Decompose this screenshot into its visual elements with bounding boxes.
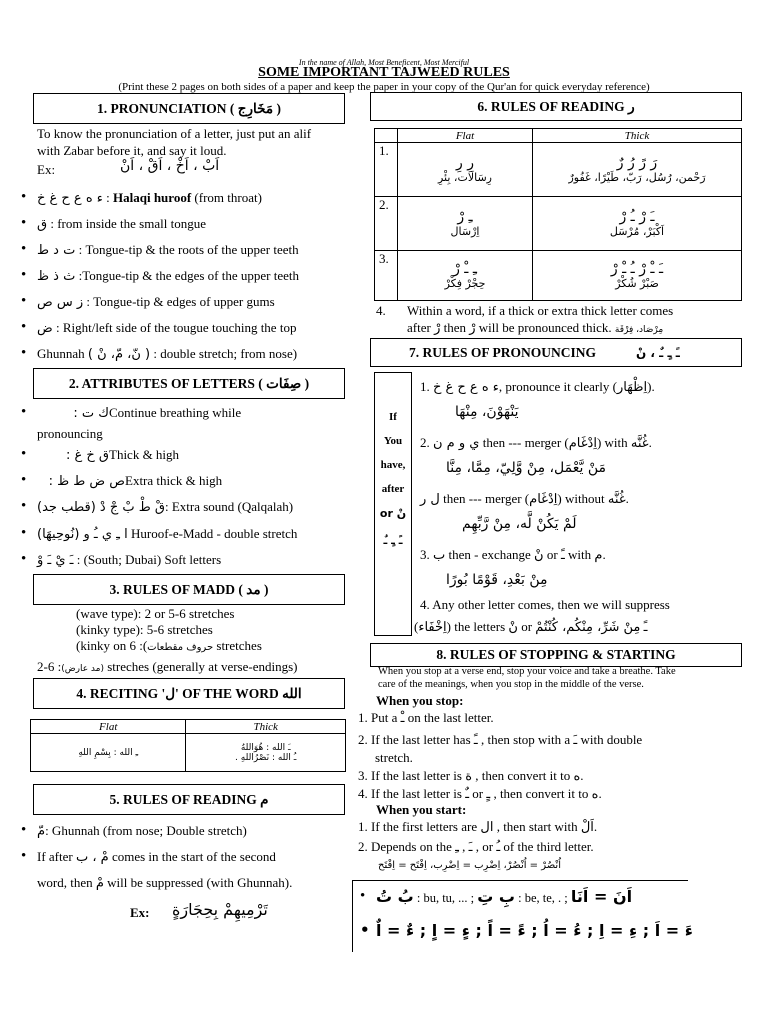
section-title-2: 2. ATTRIBUTES OF LETTERS ( صِفَات ): [33, 368, 345, 399]
rule-2b-example: لَمْ يَكُنْ لَّه، مِنْ رَّبِّهِم: [462, 516, 577, 532]
rule-1-example: يَنْهَوْنَ، مِنْهَا: [455, 404, 519, 420]
rule-4: 4. Any other letter comes, then we will suppress: [420, 597, 670, 612]
page-title: SOME IMPORTANT TAJWEED RULES: [258, 65, 510, 80]
thick-header: Thick: [533, 129, 742, 143]
section-title-7: 7. RULES OF PRONOUNCING ـً ـٍ ـٌ ، نْ: [370, 338, 742, 367]
list-item: • قْ طْ بْ جْ دْ (قطب جد): Extra sound (Qalqalah): [37, 498, 293, 516]
stop-intro-1: When you stop at a verse end, stop your voice and take a breathe. Take: [378, 666, 676, 677]
list-item: • مّ: Ghunnah (from nose; Double stretch): [37, 822, 247, 840]
example-arabic: اَبْ ، اَخْ ، اَقْ ، اَنْ: [120, 158, 220, 174]
bismillah-line: In the name of Allah, Most Beneficent, Most Merciful: [298, 58, 470, 67]
flat-header: Flat: [398, 129, 533, 143]
ra-table: [374, 128, 742, 301]
note-line-1: Within a word, if a thick or extra thick letter comes: [407, 303, 674, 318]
if-side-box: If You have, after نْ or ـً ـٍ ـٌ: [374, 372, 412, 636]
madd-line: (kinky on حروف مقطعات): 6 stretches: [76, 638, 262, 653]
list-item: • ق : from inside the small tongue: [37, 215, 206, 233]
table-row: 2. ـِ رْ اِرْسَال ـَ رْ ـُ رْ اَكْبَرْ، مُرْسَل: [375, 197, 742, 251]
section-title-5: 5. RULES OF READING م: [33, 784, 345, 815]
madd-line: (wave type): 2 or 5-6 stretches: [76, 606, 235, 621]
hamza-examples: • ءَ = اَ ; ءِ = اِ ; ءُ = اُ ; ءً = اً ; ءٍ = اٍ ; ءٌ = اٌ: [376, 922, 693, 939]
list-item-continued: pronouncing: [37, 426, 103, 441]
ex-label: Ex:: [130, 905, 150, 920]
divider: [352, 880, 688, 881]
list-item: • ا ـِ ي ـُ و (نُوحِيهَا) Huroof-e-Madd - double stretch: [37, 525, 297, 543]
rule-1: 1. ء ه ع ح غ خ, pronounce it clearly (اِظْهَار).: [420, 379, 655, 395]
start-rule: 1. If the first letters are ال , then start with اَلْ.: [358, 819, 598, 834]
list-item: • ك ت :Continue breathing while: [37, 404, 241, 422]
when-stop-heading: When you stop:: [376, 693, 464, 708]
section-title-3: 3. RULES OF MADD ( مد ): [33, 574, 345, 605]
list-item: • ث ذ ظ :Tongue-tip & the edges of the upper teeth: [37, 267, 299, 285]
start-examples: اُنْصُرْ = اُنْصُرْ، اِضْرِب = اِضْرِب، اِفْتَح = اِفْتَح: [378, 860, 561, 871]
section-title-8: 8. RULES OF STOPPING & STARTING: [370, 643, 742, 667]
rule-2: 2. ي و م ن then --- merger (اِدْغَام) with غُنَّه.: [420, 435, 652, 451]
lam-table: [30, 719, 346, 772]
stop-intro-2: care of the meanings, when you stop in the middle of the verse.: [378, 679, 644, 690]
example-arabic: تَرْمِيهِمْ بِحِجَارَةٍ: [172, 900, 268, 919]
start-rule: 2. Depends on the ـَ , ـِ , or ـُ of the third letter.: [358, 839, 594, 854]
intro-line-2: with Zabar before it, and say it loud.: [37, 143, 227, 158]
table-row: 1. رِ رِ رِسَالَات، بِئْرِ رَ رً رُ رٌ رَحْمن، رُسُل، رَبّ، طَيْرًا، غَفُورٌ: [375, 143, 742, 197]
page-subtitle: (Print these 2 pages on both sides of a paper and keep the paper in your copy of the Qur'an for quick everyday reference): [118, 81, 650, 93]
list-item: • Ghunnah ( نّ، مّ، نْ ) : double stretch; from nose): [37, 345, 297, 363]
list-item: • ص ض ط ظ :Extra thick & high: [37, 472, 222, 490]
rule-3: 3. ب then - exchange نْ or ـً with م.: [420, 547, 606, 563]
flat-cell: ـِ الله : بِسْمِ اللهِ: [31, 734, 186, 772]
list-item: • ت د ط : Tongue-tip & the roots of the upper teeth: [37, 241, 299, 259]
intro-line-1: To know the pronunciation of a letter, just put an alif: [37, 126, 312, 141]
vowel-examples: • بُ تُ : bu, tu, ... ; بِ تِ : be, te, . ; اَنَ = اَنَا: [376, 888, 632, 907]
table-row: 3. ـِ ـْ رْ حِجْرْ فِكْرْ ـَ ـْ رْ ـُ ـْ رْ صَبْرْ شُكْرْ: [375, 251, 742, 301]
ex-label: Ex:: [37, 162, 56, 177]
list-item: • If after مْ ، ب comes in the start of the second: [37, 848, 276, 866]
thick-cell: ـَ الله : هُوَاللهُ ـُ الله : نَصْرُاللهِ .: [186, 734, 346, 772]
divider: [352, 880, 353, 952]
section-title-4: 4. RECITING 'ل' OF THE WORD الله: [33, 678, 345, 709]
note-line-2: after رْ then رْ will be pronounced thick. مِرْصَاد، فِرْقَة: [407, 320, 664, 336]
rule-2-example: مَنْ يَّعْمَل، مِنْ وَّلِيّ، مِمَّا، مِنَّا: [446, 460, 607, 476]
stop-rule-continued: stretch.: [375, 750, 413, 765]
note-number: 4.: [376, 303, 386, 318]
list-item: • ء ه ع ح غ خ : Halaqi huroof (from throat): [37, 189, 262, 207]
list-item-continued: word, then مْ will be suppressed (with Ghunnah).: [37, 875, 293, 891]
flat-header: Flat: [31, 720, 186, 734]
when-start-heading: When you start:: [376, 802, 467, 817]
madd-line: (مد عارض): 2-6 streches (generally at verse-endings): [37, 659, 298, 674]
stop-rule: 4. If the last letter is ـٌ or ـٍ , then convert it to ه.: [358, 786, 602, 801]
rule-2b: ل ر then --- merger (اِدْغَام) without غُنَّه.: [420, 491, 629, 507]
rule-4b: (اِخْفَاء) the letters نْ or ـً مِنْ شَرِّ، مِنْكُم، كُنْتُمْ: [414, 619, 648, 635]
thick-header: Thick: [186, 720, 346, 734]
section-title-1: 1. PRONUNCIATION ( مَخَارِج ): [33, 93, 345, 124]
rule-3-example: مِنْ بَعْدِ، قَوْمًا بُورًا: [446, 572, 548, 588]
list-item: • ض : Right/left side of the tougue touching the top: [37, 319, 296, 337]
stop-rule: 2. If the last letter has ـً , then stop with a ـَ with double: [358, 732, 643, 747]
stop-rule: 3. If the last letter is ة , then convert it to ه.: [358, 768, 584, 783]
madd-line: (kinky type): 5-6 stretches: [76, 622, 213, 637]
list-item: • ز س ص : Tongue-tip & edges of upper gums: [37, 293, 275, 311]
list-item: • ق خ غ :Thick & high: [37, 446, 179, 464]
stop-rule: 1. Put a ـْ on the last letter.: [358, 710, 494, 725]
section-title-6: 6. RULES OF READING ر: [370, 92, 742, 121]
list-item: • ـَ يْ ـَ وْ : (South; Dubai) Soft letters: [37, 551, 221, 569]
